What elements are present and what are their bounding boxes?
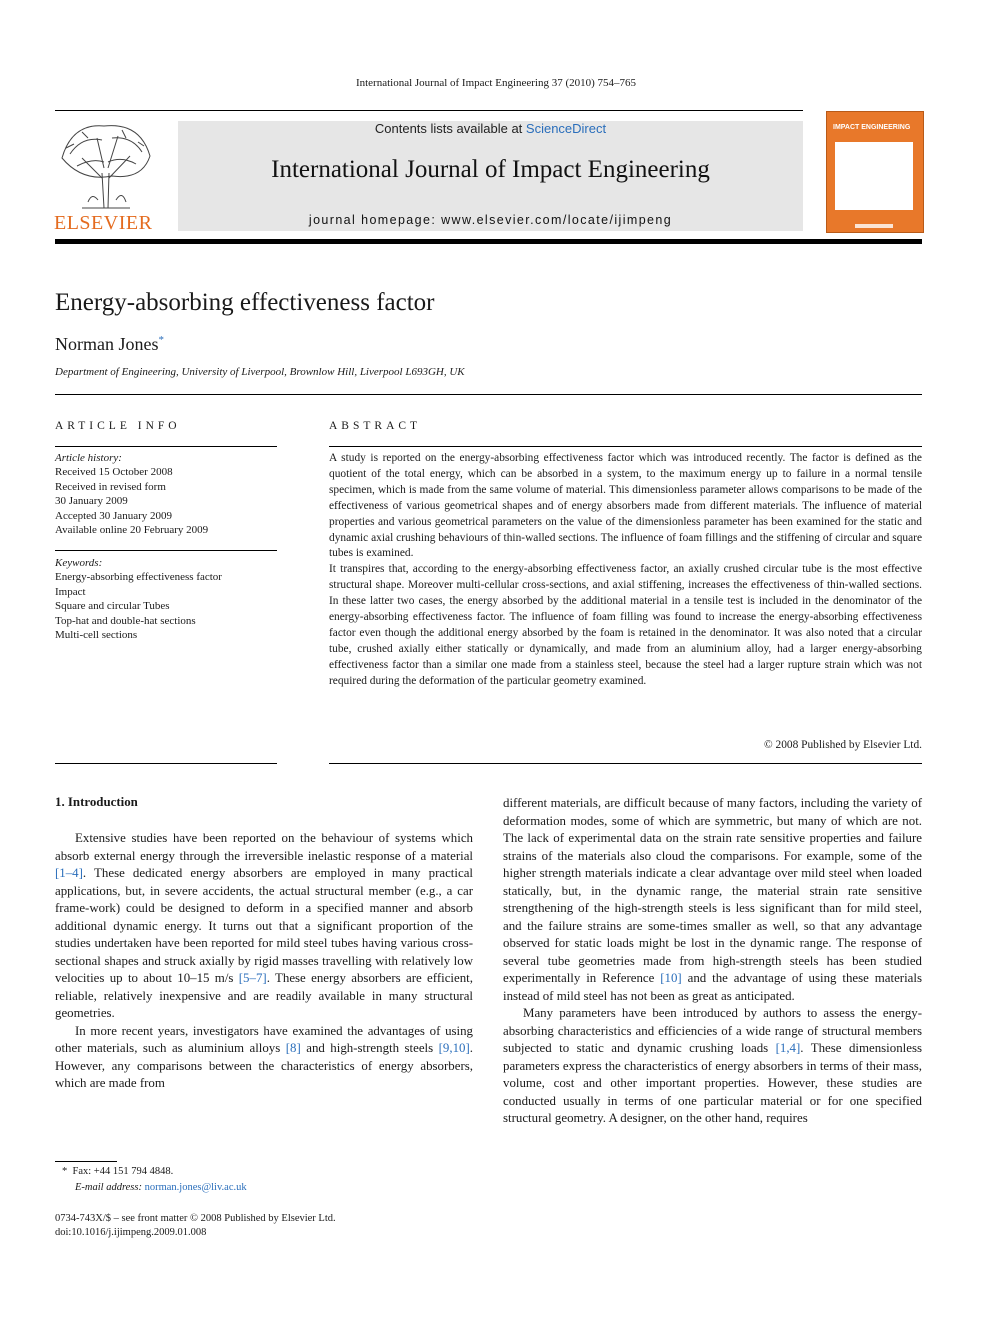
keywords-label: Keywords: <box>55 557 103 569</box>
keyword-item: Multi-cell sections <box>55 629 138 642</box>
cover-title: IMPACT ENGINEERING <box>833 124 911 131</box>
email-link[interactable]: norman.jones@liv.ac.uk <box>144 1182 247 1193</box>
keyword-item: Energy-absorbing effectiveness factor <box>55 571 222 584</box>
footnote-fax <box>62 1166 480 1177</box>
history-item: 30 January 2009 <box>55 495 128 508</box>
cover-panel <box>835 142 913 210</box>
contents-prefix: Contents lists available at <box>374 121 526 136</box>
keyword-item: Square and circular Tubes <box>55 600 170 613</box>
citation-link[interactable]: [5–7] <box>238 971 267 985</box>
article-info-rule <box>55 446 277 447</box>
body-left-column <box>55 830 473 1093</box>
citation-link[interactable]: [1,4] <box>775 1041 801 1055</box>
body-paragraph <box>55 1023 473 1093</box>
journal-homepage[interactable]: journal homepage: www.elsevier.com/locate/ijimpeng <box>308 213 673 227</box>
abstract-heading: ABSTRACT <box>329 420 422 432</box>
abstract-bottom-rule <box>329 763 922 764</box>
history-item: Received 15 October 2008 <box>55 466 173 479</box>
author-name: Norman Jones <box>55 334 159 354</box>
body-paragraph <box>503 1005 922 1128</box>
body-paragraph <box>55 830 473 1023</box>
history-item: Received in revised form <box>55 480 166 493</box>
keyword-item: Impact <box>55 585 86 598</box>
footnote-mark: * <box>62 1166 68 1177</box>
text-run: and the advantage of using these materials instead of mild steel has not been as great as anticipated. <box>503 971 922 1003</box>
text-run: Many parameters have been introduced by authors to assess the energy-absorbing characteristics and efficiencies of a wide range of structural members subjected to static and dynamic crushing loads <box>503 1006 922 1055</box>
keywords-block <box>55 556 277 642</box>
email-label: E-mail address: <box>75 1182 142 1193</box>
article-info-heading: ARTICLE INFO <box>55 420 181 432</box>
text-run: Extensive studies have been reported on the behaviour of systems which absorb external energy through the irreversible inelastic response of a material <box>55 831 473 863</box>
sciencedirect-link[interactable]: ScienceDirect <box>525 121 607 136</box>
citation-link[interactable]: [9,10] <box>438 1041 470 1055</box>
history-label: Article history: <box>55 452 122 464</box>
abstract-rule <box>329 446 922 447</box>
body-paragraph <box>503 795 922 1005</box>
text-run: different materials, are difficult because of many factors, including the variety of deformation modes, some of which are symmetric, but many of which are not. The lack of experimental data on the strain rate sensitive properties and failure strains of the materials also cloud the comparisons. For example, some of the higher strength materials indicate a clear advantage over mild steel when loaded statically, but, in the dynamic range, the material strain rate sensitive strengthening of the high-strength steels is less significant than for mild steel, and the failure strains are some-times smaller as well, so that any advantage observed for static loads might be lost in the dynamic range. The response of several tube geometries made from high-strength steels has been studied experimentally in Reference <box>503 796 922 985</box>
text-run: and high-strength steels <box>300 1041 439 1055</box>
text-run: In more recent years, investigators have examined the advantages of using other materials, such as aluminium alloys <box>55 1023 473 1055</box>
article-history <box>55 451 277 537</box>
header-rule-bottom <box>55 239 922 244</box>
doi-line[interactable]: doi:10.1016/j.ijimpeng.2009.01.008 <box>55 1227 207 1238</box>
journal-cover-thumbnail <box>826 111 924 233</box>
text-run: . These energy absorbers are efficient, reliable, relatively inexpensive and are readily available in many structural geometries. <box>55 971 473 1020</box>
title-rule <box>55 394 922 395</box>
journal-title: International Journal of Impact Engineering <box>271 156 710 183</box>
issn-line: 0734-743X/$ – see front matter © 2008 Published by Elsevier Ltd. <box>55 1213 336 1224</box>
contents-line <box>178 121 803 136</box>
abstract-paragraph: It transpires that, according to the energy-absorbing effectiveness factor, an axially crushed circular tube is the most effective structural shape. Moreover multi-cellular cross-sections, and axial stiffening, increases the effectiveness of thin-walled sections. In these latter two cases, the energy absorbed by the additional material in a tensile test is included in the denominator of the energy-absorbing effectiveness factor. The influence of foam filling was found to increase the energy-absorbing effectiveness factor even though the additional energy absorbed by the foam is retained in the denominator. It was also noted that a circular tube, crushed axially either statically or dynamically, and made from an aluminium alloy, had a larger energy-absorbing effectiveness factor than a similar one made from a stainless steel, because the steel had a larger rupture strain which was not required during the deformation of the particular geometry examined. <box>329 563 922 687</box>
elsevier-wordmark: ELSEVIER <box>54 212 153 234</box>
text-run: . However, any comparisons between the characteristics of energy absorbers, which are made from <box>55 1041 473 1090</box>
keywords-rule <box>55 550 277 551</box>
citation-link[interactable]: [8] <box>285 1041 301 1055</box>
footnote-email <box>75 1182 493 1193</box>
body-right-column <box>503 795 922 1128</box>
history-item: Available online 20 February 2009 <box>55 524 209 537</box>
text-run: . These dedicated energy absorbers are employed in many practical applications, but, in severe accidents, the actual structural member (e.g., a car frame-work) could be designed to deform in a specified manner and absorb additional dynamic energy. It turns out that a significant proportion of the studies undertaken have been reported for mild steel tubes having various cross-sectional shapes and struck axially by rigid masses travelling with relatively low velocities up to about 10–15 m/s <box>55 866 473 985</box>
abstract-copyright: © 2008 Published by Elsevier Ltd. <box>764 739 922 751</box>
author-footnote-mark[interactable]: * <box>158 334 164 346</box>
keyword-item: Top-hat and double-hat sections <box>55 614 196 627</box>
cover-footer <box>835 216 913 226</box>
article-info-bottom-rule <box>55 763 277 764</box>
footnote-fax-text: Fax: +44 151 794 4848. <box>72 1166 174 1177</box>
author-line <box>55 334 164 355</box>
citation-link[interactable]: [1–4] <box>55 866 83 880</box>
abstract-body <box>329 451 922 690</box>
section-heading-introduction: 1. Introduction <box>55 795 138 809</box>
text-run: . These dimensionless parameters express the characteristics of energy absorbers in terms of their mass, volume, cost and other important properties. However, these studies are conducted usually in terms of one particular material or for one specified structural geometry. A designer, on the other hand, requires <box>503 1041 922 1125</box>
article-title: Energy-absorbing effectiveness factor <box>55 289 435 316</box>
running-head: International Journal of Impact Engineering 37 (2010) 754–765 <box>355 77 637 89</box>
header-rule-top <box>55 110 803 111</box>
footnote-rule <box>55 1161 117 1162</box>
author-affiliation: Department of Engineering, University of Liverpool, Brownlow Hill, Liverpool L693GH, UK <box>55 366 465 378</box>
abstract-paragraph: A study is reported on the energy-absorbing effectiveness factor which was introduced recently. The factor is defined as the quotient of the total energy, which can be absorbed in a system, to the maximum energy up to failure in a normal tensile specimen, which is made from the same volume of material. This dimensionless parameter allows comparisons to be made of the effectiveness of various geometrical shapes and of energy absorbers made from different materials. The influence of material properties and various geometrical parameters on the value of the dimensionless parameter has been examined for the static and dynamic axial crushing behaviours of thin-walled sections. The influence of foam fillings and the stiffening of circular and square tubes is examined. <box>329 452 922 560</box>
citation-link[interactable]: [10] <box>660 971 682 985</box>
history-item: Accepted 30 January 2009 <box>55 509 172 522</box>
